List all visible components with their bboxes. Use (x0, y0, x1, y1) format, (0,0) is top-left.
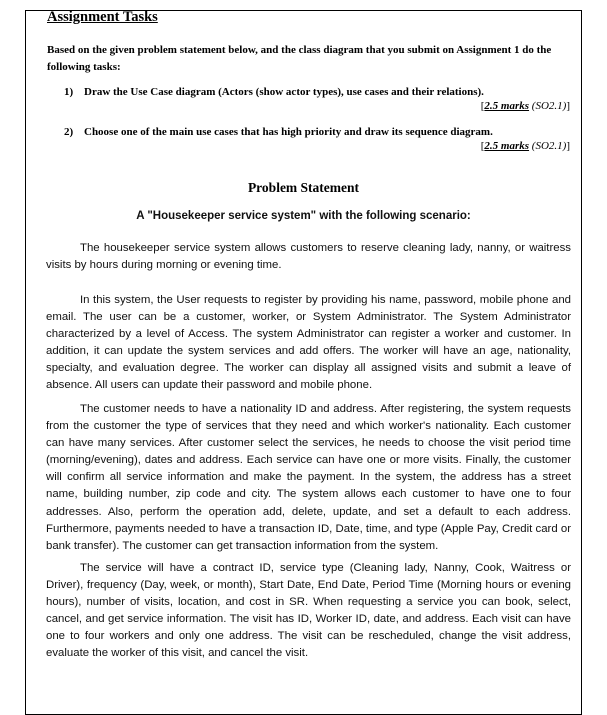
paragraph-3: The customer needs to have a nationality ID and address. After registering, the system requests from the customer the type of services that they need and which worker's nationality. Each customer can have many services. After customer select the services, he needs to choose the visit period time (morning/evening), dates and address. Each service can have one or more visits. Finally, the customer will confirm all service information and make the payment. In the system, the address has a street name, building number, zip code and city. The system allows each customer to have one to four addresses. Also, perform the operation add, delete, update, and set a default to each address. Furthermore, payments needed to have a transaction ID, Date, time, and type (Apple Pay, Credit card or bank transfer). The customer can get transaction information from the system. (46, 403, 571, 552)
problem-statement-heading: Problem Statement (247, 180, 360, 195)
task-2-so: (SO2.1) (531, 140, 567, 152)
task-1-marks-open: [ (480, 100, 485, 112)
task-1-marks (481, 100, 570, 112)
task-1-marks-value: 2.5 marks (484, 100, 530, 112)
task-1-number: 1) (64, 86, 74, 98)
task-2-number: 2) (64, 126, 74, 138)
intro-text: Based on the given problem statement below, and the class diagram that you submit on Assignment 1 do the following tasks: (47, 44, 552, 73)
task-2-marks-value: 2.5 marks (484, 140, 530, 152)
page-title: Assignment Tasks (47, 9, 158, 25)
task-1-marks-close: ] (566, 100, 570, 112)
paragraph-4: The service will have a contract ID, service type (Cleaning lady, Nanny, Cook, Waitress or Driver), frequency (Day, week, or month), Start Date, End Date, Period Time (Morning hours or evening hours), number of visits, location, and cost in SR. When requesting a service you can book, select, cancel, and get service information. The visit has ID, Worker ID, date, and address. Each visit can have one to four workers and only one address. The visit can be rescheduled, change the visit address, evaluate the worker of this visit, and cancel the visit. (46, 562, 571, 660)
task-2 (64, 125, 564, 139)
system-heading: A "Housekeeper service system" with the following scenario: (136, 210, 471, 222)
task-2-marks-close: ] (566, 140, 570, 152)
task-2-text: Choose one of the main use cases that has high priority and draw its sequence diagram. (84, 126, 493, 138)
paragraph-2: In this system, the User requests to register by providing his name, password, mobile phone and email. The user can be a customer, worker, or System Administrator. The System Administrator characterized by a level of Access. The system Administrator can register a worker and customer. In addition, it can update the system services and add offers. The worker will have an age, nationality, specialty, and evaluation degree. The worker can display all assigned visits and submit a leave of absence. All users can update their password and mobile phone. (46, 294, 571, 392)
task-1-text: Draw the Use Case diagram (Actors (show actor types), use cases and their relations). (84, 86, 484, 98)
task-2-marks (481, 140, 570, 152)
task-2-marks-open: [ (480, 140, 485, 152)
task-1-so: (SO2.1) (531, 100, 567, 112)
paragraph-1: The housekeeper service system allows customers to reserve cleaning lady, nanny, or waitress visits by hours during morning or evening time. (46, 242, 571, 272)
task-1 (64, 85, 564, 99)
